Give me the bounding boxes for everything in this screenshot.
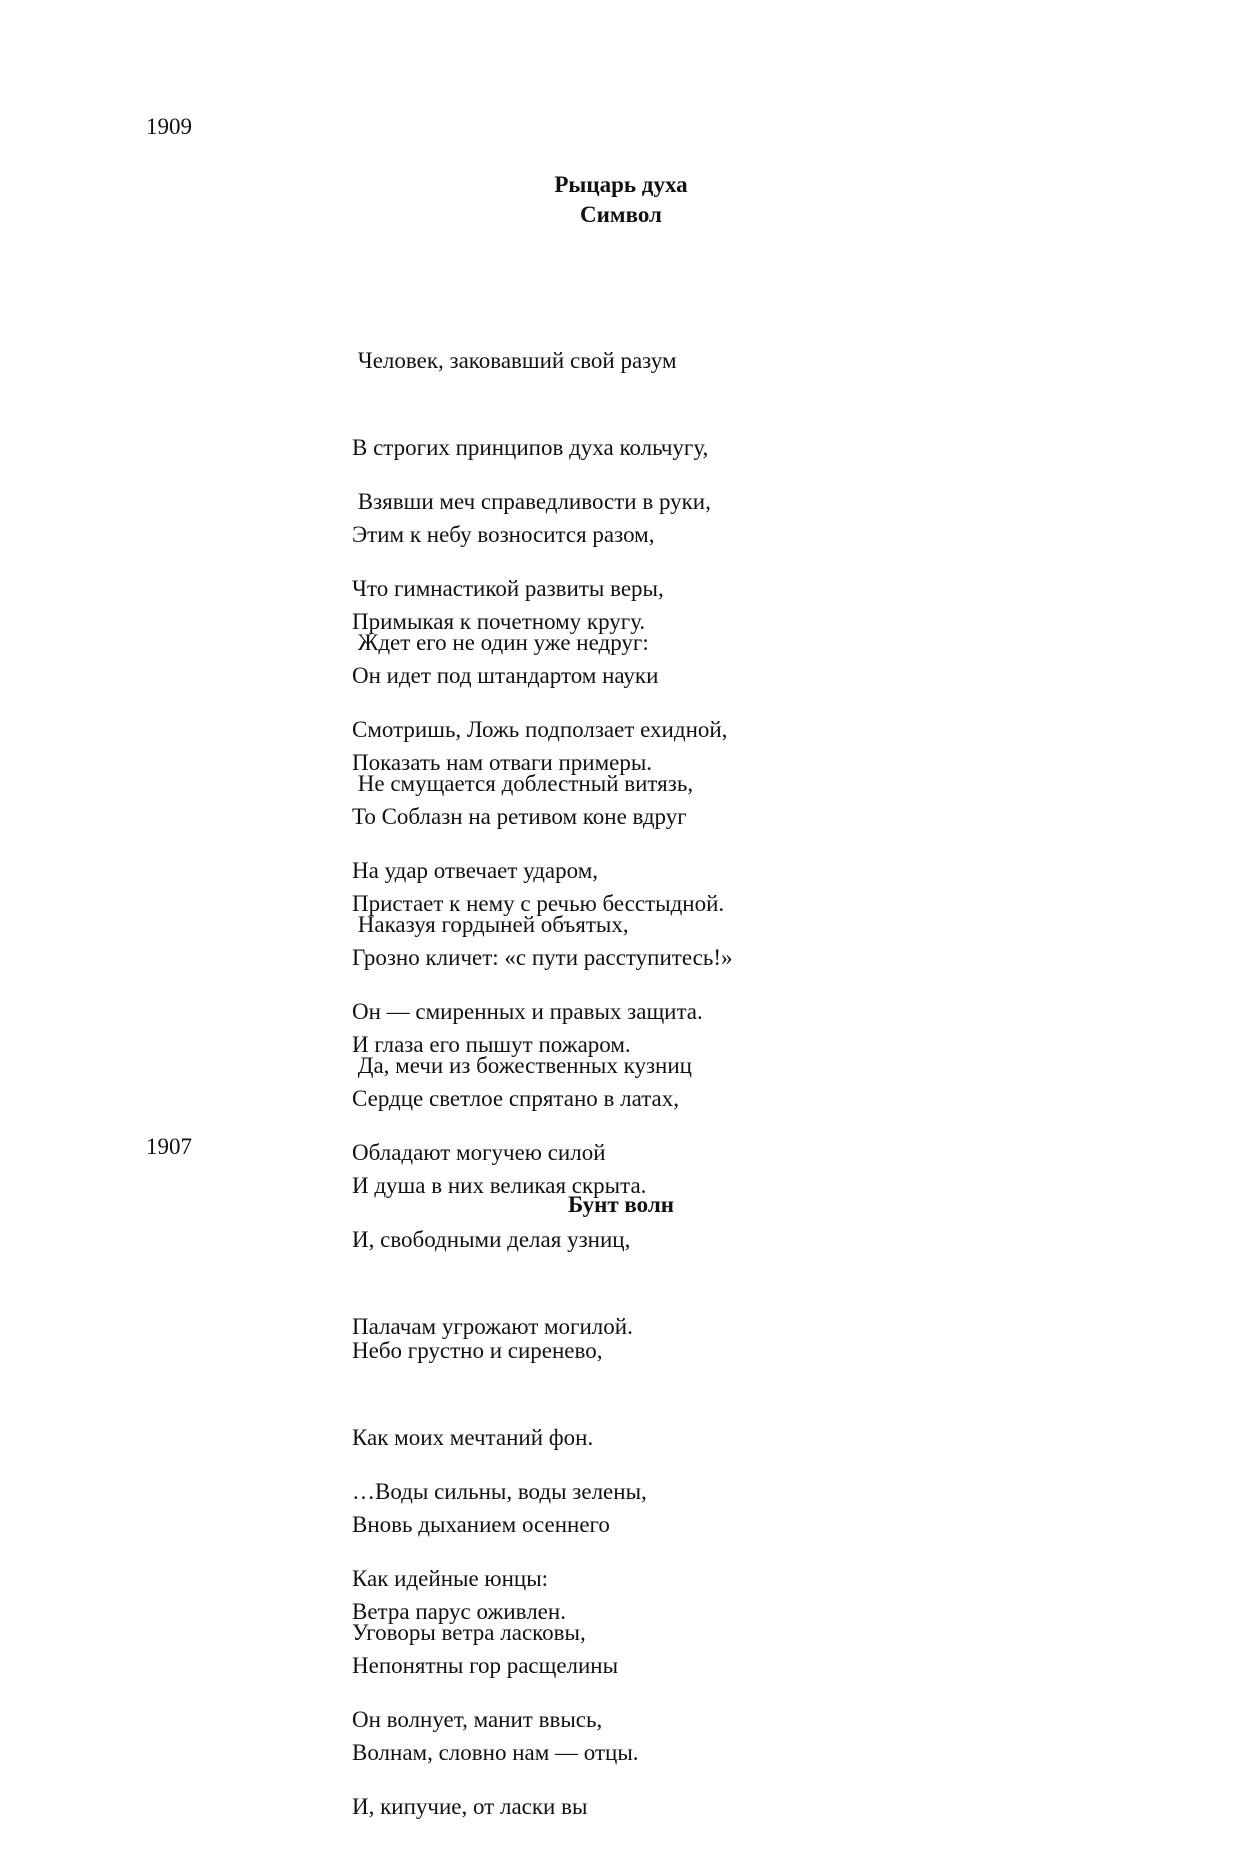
- verse-line: Примыкая к почетному кругу.: [352, 609, 646, 634]
- verse-line: То Соблазн на ретивом коне вдруг: [352, 804, 687, 829]
- verse-line: И глаза его пышут пожаром.: [352, 1032, 631, 1057]
- verse-line: Он идет под штандартом науки: [352, 663, 659, 688]
- verse-line: Непонятны гор расщелины: [352, 1653, 619, 1678]
- verse-line: …Воды сильны, воды зелены,: [352, 1479, 647, 1504]
- verse-line: Небо грустно и сиренево,: [352, 1338, 603, 1363]
- verse-line: И, свободными делая узниц,: [352, 1227, 631, 1252]
- verse-line: Человек, заковавший свой разум: [352, 348, 677, 373]
- verse-line: Сердце светлое спрятано в латах,: [352, 1086, 680, 1111]
- verse-line: Взявши меч справедливости в руки,: [352, 489, 711, 514]
- verse-line: Волнам, словно нам — отцы.: [352, 1740, 639, 1765]
- verse-line: Ждет его не один уже недруг:: [352, 630, 649, 655]
- poem1-title-block: [0, 170, 1242, 230]
- verse-line: Палачам угрожают могилой.: [352, 1314, 633, 1339]
- verse-line: Как моих мечтаний фон.: [352, 1425, 594, 1450]
- verse-line: Вновь дыханием осеннего: [352, 1512, 610, 1537]
- verse-line: Смотришь, Ложь подползает ехидной,: [352, 717, 728, 742]
- poem1-date: 1907: [146, 1134, 192, 1159]
- verse-line: Не смущается доблестный витязь,: [352, 771, 694, 796]
- verse-line: В строгих принципов духа кольчугу,: [352, 435, 709, 460]
- verse-line: Пристает к нему с речью бесстыдной.: [352, 891, 725, 916]
- verse-line: Он волнует, манит ввысь,: [352, 1707, 603, 1732]
- verse-line: Уговоры ветра ласковы,: [352, 1620, 586, 1645]
- poem2-title: Бунт волн: [567, 1192, 675, 1217]
- poem1-title: Рыцарь духа: [554, 172, 688, 197]
- poem1-subtitle: Символ: [580, 202, 662, 227]
- verse-line: Что гимнастикой развиты веры,: [352, 576, 664, 601]
- verse-line: Как идейные юнцы:: [352, 1566, 549, 1591]
- verse-line: И душа в них великая скрыта.: [352, 1173, 647, 1198]
- verse-line: Этим к небу возносится разом,: [352, 522, 655, 547]
- verse-line: Да, мечи из божественных кузниц: [352, 1053, 692, 1078]
- verse-line: Наказуя гордыней объятых,: [352, 912, 629, 937]
- poem2-stanza-3: [352, 1560, 602, 1850]
- verse-line: Он — смиренных и правых защита.: [352, 999, 703, 1024]
- verse-line: Грозно кличет: «с пути расступитесь!»: [352, 945, 733, 970]
- poem2-title-block: [0, 1190, 1242, 1220]
- date-top: 1909: [146, 114, 192, 139]
- verse-line: На удар отвечает ударом,: [352, 858, 599, 883]
- verse-line: Обладают могучею силой: [352, 1140, 606, 1165]
- verse-line: Показать нам отваги примеры.: [352, 750, 653, 775]
- verse-line: Ветра парус оживлен.: [352, 1599, 566, 1624]
- verse-line: И, кипучие, от ласки вы: [352, 1794, 588, 1819]
